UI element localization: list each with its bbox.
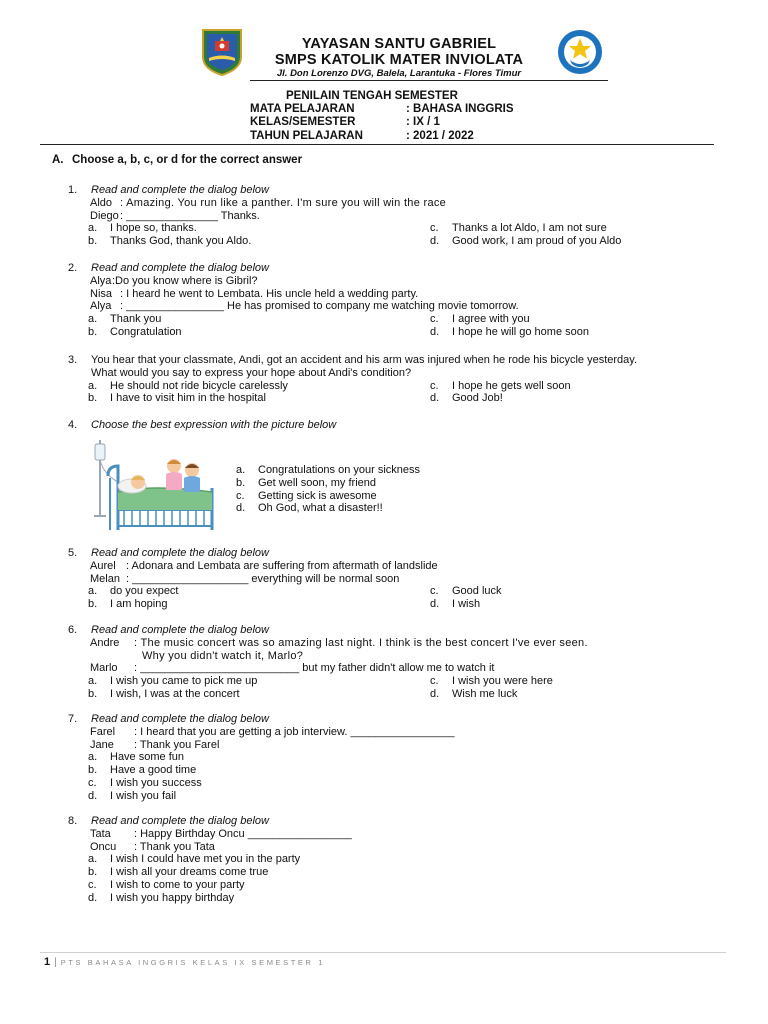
exam-info-row: MATA PELAJARAN : BAHASA INGGRIS xyxy=(250,103,514,116)
school-name: SMPS KATOLIK MATER INVIOLATA xyxy=(274,52,524,68)
question-instruction: Read and complete the dialog below xyxy=(91,815,269,827)
dialog-text: Why you didn't watch it, Marlo? xyxy=(142,649,304,662)
dialog-speaker: Andre xyxy=(90,636,120,649)
header-divider xyxy=(250,80,608,81)
option-d[interactable]: d. I hope he will go home soon xyxy=(430,325,589,338)
dialog-text: : The music concert was so amazing last night. I think is the best concert I've ever seen. xyxy=(134,636,588,649)
exam-title: PENILAIN TENGAH SEMESTER xyxy=(286,90,458,102)
dialog-speaker: Diego xyxy=(90,209,119,222)
option-b[interactable]: b. Get well soon, my friend xyxy=(236,476,376,489)
option-b[interactable]: b. Thanks God, thank you Aldo. xyxy=(88,235,252,248)
question-instruction: Read and complete the dialog below xyxy=(91,624,269,636)
option-d[interactable]: d. Oh God, what a disaster!! xyxy=(236,502,383,515)
page-footer: 1 | PTS BAHASA INGGRIS KELAS IX SEMESTER 1 xyxy=(44,956,326,968)
question-text: You hear that your classmate, Andi, got an accident and his arm was injured when he rode his bicycle yesterday. xyxy=(91,354,638,366)
dialog-speaker: Nisa xyxy=(90,287,113,300)
question-text: What would you say to express your hope about Andi's condition? xyxy=(91,366,412,379)
option-d[interactable]: d. Wish me luck xyxy=(430,687,518,700)
exam-info xyxy=(250,90,514,143)
option-c[interactable]: c. Thanks a lot Aldo, I am not sure xyxy=(430,222,607,235)
dialog-text: : I heard he went to Lembata. His uncle held a wedding party. xyxy=(120,287,419,300)
education-ministry-logo xyxy=(556,28,604,76)
dialog-speaker: Farel xyxy=(90,725,116,738)
dialog-text: : _______________ Thanks. xyxy=(120,209,260,222)
footer-text: PTS BAHASA INGGRIS KELAS IX SEMESTER 1 xyxy=(60,958,326,967)
question-4-options xyxy=(236,464,420,515)
option-c[interactable]: c. I hope he gets well soon xyxy=(430,379,571,392)
dialog-speaker: Tata xyxy=(90,827,111,840)
option-b[interactable]: b. I wish all your dreams come true xyxy=(88,866,269,879)
option-d[interactable]: d. I wish you fail xyxy=(88,789,177,802)
question-instruction: Read and complete the dialog below xyxy=(91,547,269,559)
dialog-text: : Happy Birthday Oncu _________________ xyxy=(134,827,352,840)
exam-info-row: TAHUN PELAJARAN : 2021 / 2022 xyxy=(250,129,474,142)
option-d[interactable]: d. Good work, I am proud of you Aldo xyxy=(430,235,622,248)
option-a[interactable]: a. Thank you xyxy=(88,313,162,326)
option-a[interactable]: a. do you expect xyxy=(88,585,179,598)
dialog-text: : ___________________ everything will be normal soon xyxy=(126,572,400,585)
sick-child-in-bed-illustration xyxy=(92,436,222,534)
option-a[interactable]: a. Have some fun xyxy=(88,751,184,764)
option-c[interactable]: c. I agree with you xyxy=(430,313,530,326)
option-b[interactable]: b. Congratulation xyxy=(88,325,182,338)
dialog-text: : Thank you Farel xyxy=(134,738,220,751)
option-a[interactable]: a. I wish I could have met you in the party xyxy=(88,853,301,866)
dialog-text: : ________________ He has promised to company me watching movie tomorrow. xyxy=(120,300,519,313)
option-a[interactable]: a. I wish you came to pick me up xyxy=(88,675,258,688)
dialog-text: : Thank you Tata xyxy=(134,840,215,853)
exam-info-row: KELAS/SEMESTER : IX / 1 xyxy=(250,116,440,129)
question-instruction: Choose the best expression with the picture below xyxy=(91,419,337,431)
option-d[interactable]: d. I wish xyxy=(430,598,481,611)
dialog-text: : Amazing. You run like a panther. I'm sure you will win the race xyxy=(120,196,447,209)
dialog-speaker: Marlo xyxy=(90,662,118,675)
option-c[interactable]: c. I wish you success xyxy=(88,776,202,789)
option-b[interactable]: b. I have to visit him in the hospital xyxy=(88,392,266,405)
option-c[interactable]: c. Good luck xyxy=(430,585,502,598)
question-instruction: Read and complete the dialog below xyxy=(91,713,269,725)
dialog-speaker: Alya xyxy=(90,300,112,313)
section-heading: A. Choose a, b, c, or d for the correct answer xyxy=(52,154,303,166)
exam-info-divider xyxy=(40,144,714,145)
dialog-speaker: Alya xyxy=(90,274,112,287)
option-c[interactable]: c. I wish to come to your party xyxy=(88,878,245,891)
dialog-text: : __________________________ but my father didn't allow me to watch it xyxy=(134,662,495,675)
dialog-speaker: Aurel xyxy=(90,559,116,572)
option-a[interactable]: a. Congratulations on your sickness xyxy=(236,464,421,476)
option-b[interactable]: b. I wish, I was at the concert xyxy=(88,687,240,700)
question-instruction: Read and complete the dialog below xyxy=(91,184,269,196)
option-b[interactable]: b. Have a good time xyxy=(88,764,197,777)
option-b[interactable]: b. I am hoping xyxy=(88,598,168,611)
dialog-speaker: Oncu xyxy=(90,840,117,853)
option-d[interactable]: d. Good Job! xyxy=(430,392,503,405)
option-c[interactable]: c. Getting sick is awesome xyxy=(236,489,377,502)
option-a[interactable]: a. He should not ride bicycle carelessly xyxy=(88,379,288,392)
option-d[interactable]: d. I wish you happy birthday xyxy=(88,891,235,904)
dialog-text: :Do you know where is Gibril? xyxy=(112,274,258,287)
option-a[interactable]: a. I hope so, thanks. xyxy=(88,222,197,235)
school-address: Jl. Don Lorenzo DVG, Balela, Larantuka - Flores Timur xyxy=(276,68,522,79)
page-number: 1 xyxy=(44,956,51,968)
dialog-speaker: Jane xyxy=(90,738,114,751)
foundation-name: YAYASAN SANTU GABRIEL xyxy=(301,36,497,52)
dialog-text: : I heard that you are getting a job interview. _________________ xyxy=(134,725,455,738)
question-instruction: Read and complete the dialog below xyxy=(91,262,269,274)
dialog-speaker: Aldo xyxy=(90,196,113,209)
footer-divider xyxy=(40,952,726,953)
option-c[interactable]: c. I wish you were here xyxy=(430,675,553,688)
dialog-speaker: Melan xyxy=(90,572,120,585)
letterhead xyxy=(0,0,768,90)
dialog-text: : Adonara and Lembata are suffering from aftermath of landslide xyxy=(126,559,438,572)
